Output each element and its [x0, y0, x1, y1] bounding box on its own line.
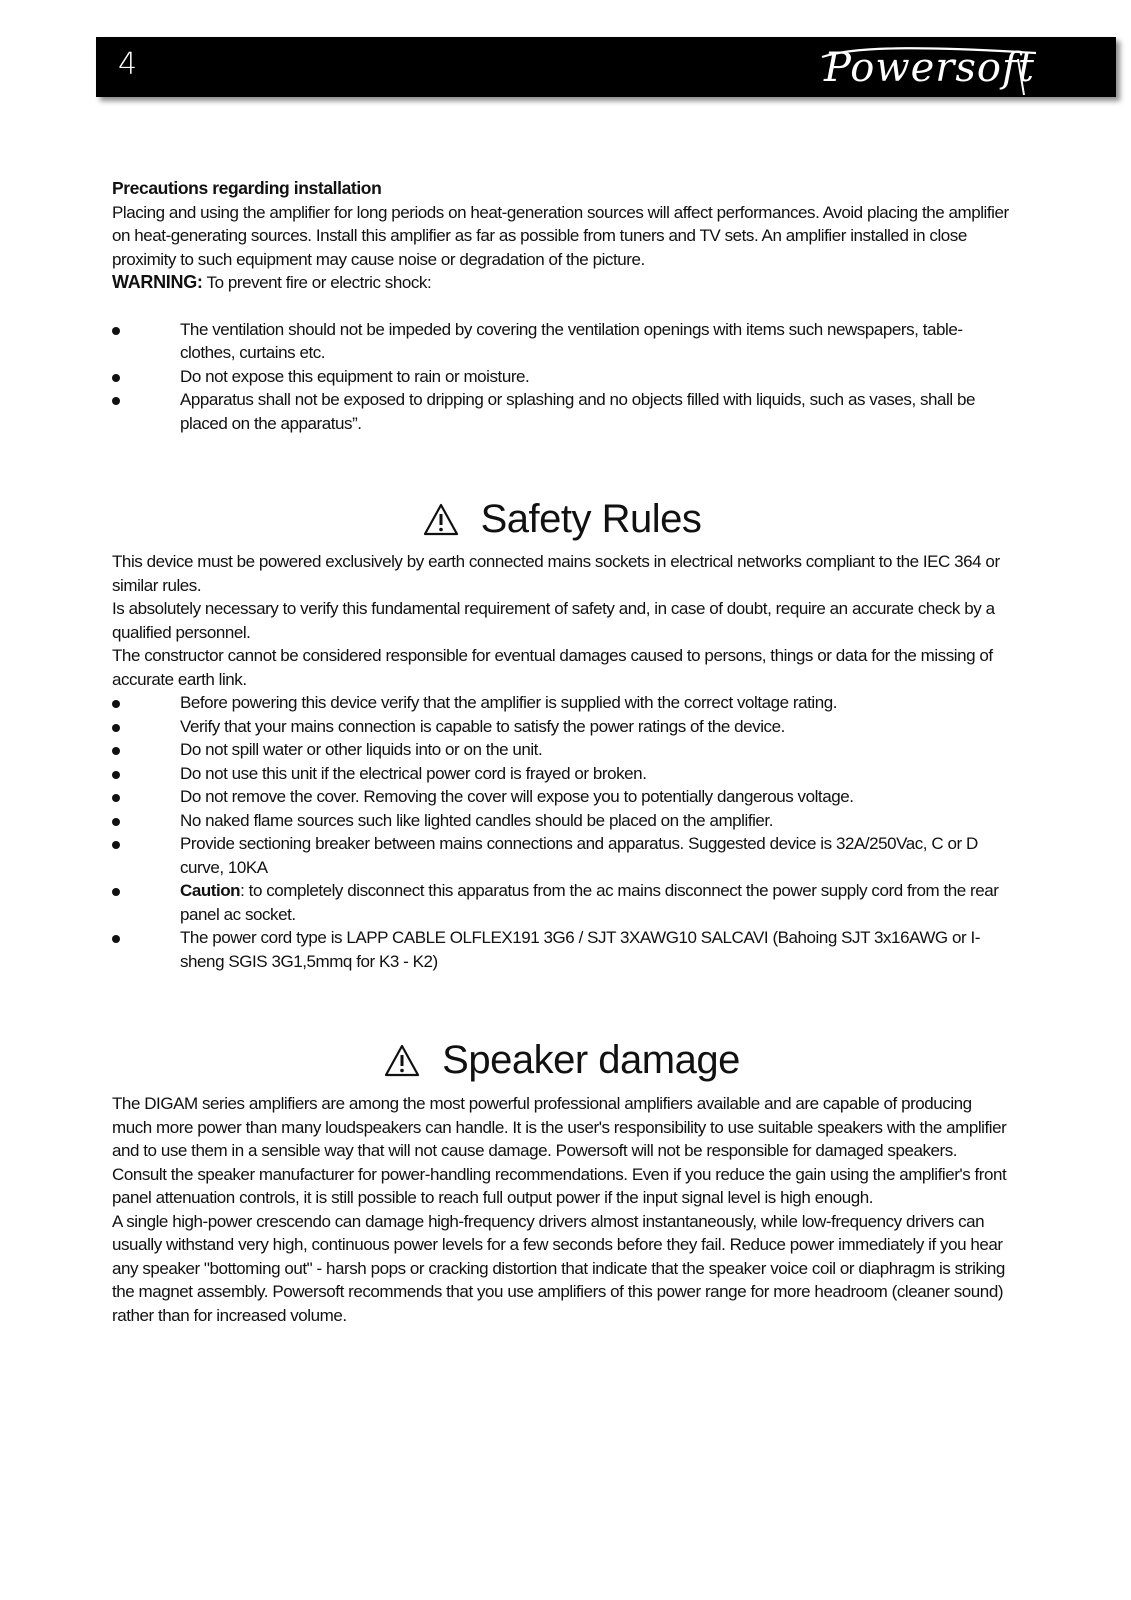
bullet-icon [112, 327, 120, 335]
speaker-paragraph: A single high-power crescendo can damage high-frequency drivers almost instantaneously, while low-frequency drivers can usually withstand very high, continuous power levels for a few seconds before they fail. Reduce power immediately if you hear any speaker "bottoming out" - harsh pops or cracking distortion that indicate that the speaker voice coil or diaphragm is striking the magnet assembly. Powersoft recommends that you use amplifiers of this power range for more headroom (cleaner sound) rather than for increased volume. [112, 1211, 1005, 1325]
safety-title: Safety Rules [480, 497, 702, 541]
list-item: Before powering this device verify that the amplifier is supplied with the correct voltage rating. [112, 691, 1012, 715]
speaker-title: Speaker damage [442, 1038, 740, 1082]
list-item: The power cord type is LAPP CABLE OLFLEX191 3G6 / SJT 3XAWG10 SALCAVI (Bahoing SJT 3x16AWG or I-sheng SGIS 3G1,5mmq for K3 - K2) [112, 926, 1012, 973]
bullet-icon [112, 724, 120, 732]
list-item: Apparatus shall not be exposed to dripping or splashing and no objects filled with liquids, such as vases, shall be placed on the apparatus”. [112, 388, 1012, 435]
safety-bullet-list [112, 691, 1012, 973]
list-item: No naked flame sources such like lighted candles should be placed on the amplifier. [112, 809, 1012, 833]
bullet-icon [112, 888, 120, 896]
installation-bullet-list [112, 318, 1012, 436]
list-item: Do not use this unit if the electrical power cord is frayed or broken. [112, 762, 1012, 786]
safety-paragraph: This device must be powered exclusively by earth connected mains sockets in electrical networks compliant to the IEC 364 or similar rules. [112, 552, 1000, 595]
safety-paragraph: The constructor cannot be considered responsible for eventual damages caused to persons, things or data for the missing of accurate earth link. [112, 646, 993, 689]
list-item: Provide sectioning breaker between mains connections and apparatus. Suggested device is 32A/250Vac, C or D curve, 10KA [112, 832, 1012, 879]
bullet-icon [112, 397, 120, 405]
speaker-paragraph: The DIGAM series amplifiers are among the most powerful professional amplifiers available and are capable of producing much more power than many loudspeakers can handle. It is the user's responsibility to use suitable speakers with the amplifier and to use them in a sensible way that will not cause damage. Powersoft will not be responsible for damaged speakers. Consult the speaker manufacturer for power-handling recommendations. Even if you reduce the gain using the amplifier's front panel attenuation controls, it is still possible to reach full output power if the input signal level is high enough. [112, 1094, 1007, 1207]
page-number: 4 [118, 47, 138, 82]
bullet-icon [112, 700, 120, 708]
bullet-icon [112, 374, 120, 382]
speaker-paragraphs [112, 1092, 1012, 1327]
safety-paragraph: Is absolutely necessary to verify this fundamental requirement of safety and, in case of doubt, require an accurate check by a qualified personnel. [112, 599, 995, 642]
speaker-title-row [112, 1038, 1012, 1083]
list-item: Do not expose this equipment to rain or moisture. [112, 365, 1012, 389]
powersoft-logo [818, 39, 1050, 97]
warning-triangle-icon [423, 503, 459, 537]
list-item: Verify that your mains connection is capable to satisfy the power ratings of the device. [112, 715, 1012, 739]
installation-paragraph: Placing and using the amplifier for long periods on heat-generation sources will affect performances. Avoid placing the amplifier on heat-generating sources. Install this amplifier as far as possible from tuners and TV sets. An amplifier installed in close proximity to such equipment may cause noise or degradation of the picture. [112, 202, 1009, 269]
bullet-icon [112, 794, 120, 802]
safety-title-row [112, 497, 1012, 542]
installation-section [112, 177, 1012, 435]
svg-text:Powersoft: Powersoft [824, 45, 1035, 91]
bullet-icon [112, 841, 120, 849]
page-header [96, 37, 1116, 97]
installation-heading: Precautions regarding installation [112, 178, 382, 198]
speaker-section [112, 1038, 1012, 1327]
bullet-icon [112, 747, 120, 755]
list-item: The ventilation should not be impeded by covering the ventilation openings with items such newspapers, table-clothes, curtains etc. [112, 318, 1012, 365]
page-content [112, 177, 1012, 1327]
safety-paragraphs [112, 550, 1012, 691]
warning-label: WARNING: [112, 272, 203, 292]
warning-text: To prevent fire or electric shock: [202, 273, 432, 292]
caution-label: Caution [180, 881, 241, 900]
warning-line [112, 271, 1012, 295]
list-item: Do not spill water or other liquids into or on the unit. [112, 738, 1012, 762]
bullet-icon [112, 771, 120, 779]
warning-triangle-icon [384, 1044, 420, 1078]
list-item: Caution: to completely disconnect this apparatus from the ac mains disconnect the power supply cord from the rear panel ac socket. [112, 879, 1012, 926]
list-item: Do not remove the cover. Removing the cover will expose you to potentially dangerous voltage. [112, 785, 1012, 809]
bullet-icon [112, 935, 120, 943]
safety-section [112, 497, 1012, 973]
bullet-icon [112, 818, 120, 826]
